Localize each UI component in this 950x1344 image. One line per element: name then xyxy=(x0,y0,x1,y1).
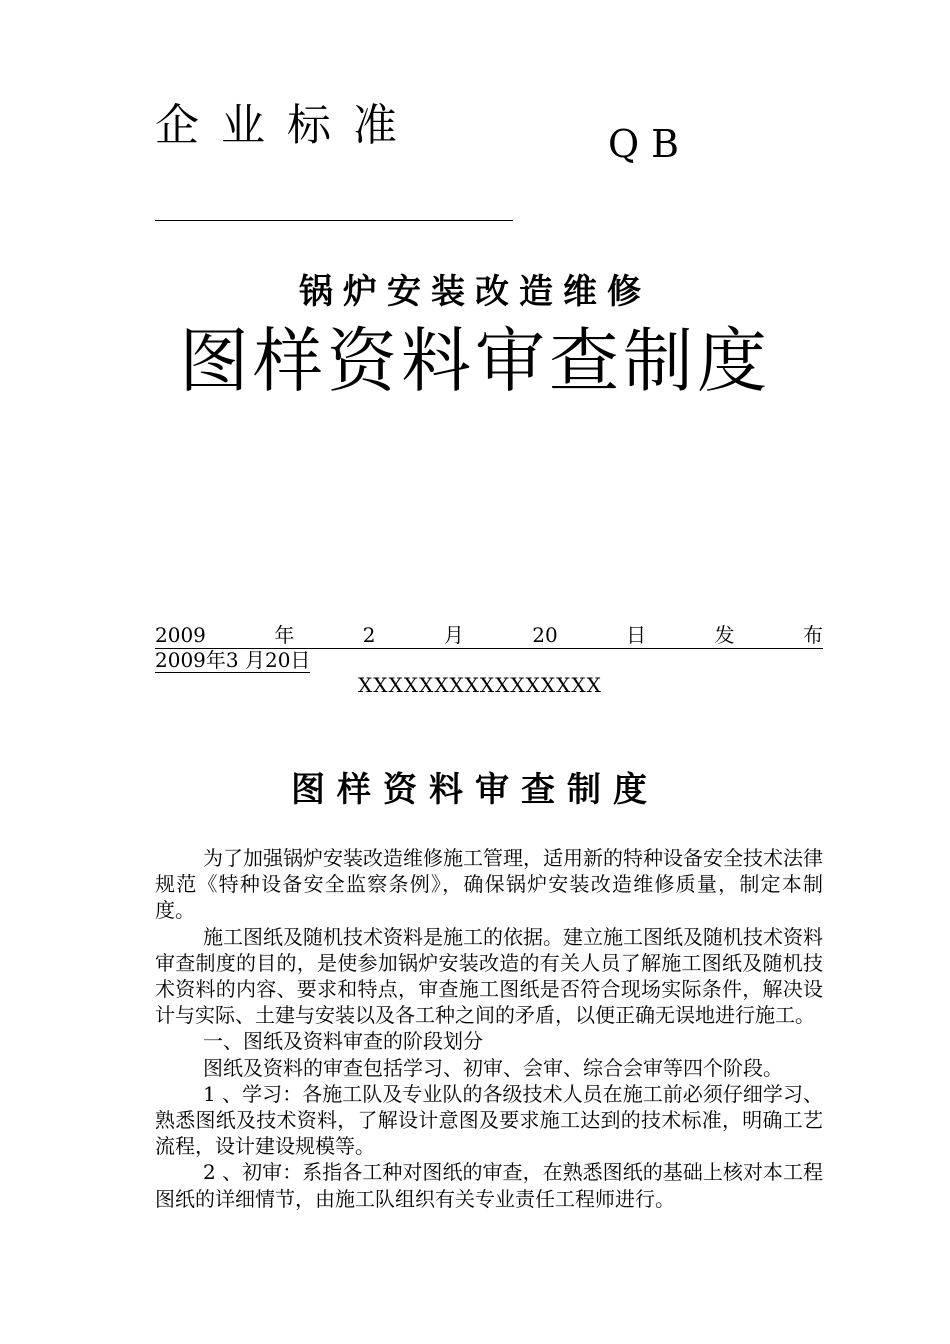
publish-date-part: 月 xyxy=(443,623,464,647)
paragraph: 为了加强锅炉安装改造维修施工管理，适用新的特种设备安全技术法律规范《特种设备安全监察条例》，确保锅炉安装改造维修质量，制定本制度。 xyxy=(155,846,823,923)
standard-number-rule xyxy=(155,220,513,221)
publish-date-part: 年 xyxy=(274,623,295,647)
paragraph: 施工图纸及随机技术资料是施工的依据。建立施工图纸及随机技术资料审查制度的目的，是使参加锅炉安装改造的有关人员了解施工图纸及随机技术资料的内容、要求和特点，审查施工图纸是否符合现场实际条件，解决设计与实际、土建与安装以及各工种之间的矛盾，以便正确无误地进行施工。 xyxy=(155,924,823,1028)
effective-date: 2009年3 月20日 xyxy=(155,648,311,672)
publish-date-part: 2009 xyxy=(155,623,206,647)
standard-label: 企业标准 xyxy=(155,100,419,151)
publish-date-part: 2 xyxy=(362,623,376,647)
publish-date-part: 日 xyxy=(626,623,647,647)
body-heading: 图样资料审查制度 xyxy=(291,770,659,810)
document-title: 图样资料审查制度 xyxy=(179,320,771,402)
paragraph: 图纸及资料的审查包括学习、初审、会审、综合会审等四个阶段。 xyxy=(203,1055,783,1080)
paragraph: 1 、学习：各施工队及专业队的各级技术人员在施工前必须仔细学习、熟悉图纸及技术资料，了解设计意图及要求施工达到的技术标准，明确工艺流程，设计建设规模等。 xyxy=(155,1081,823,1159)
issuer-name: XXXXXXXXXXXXXXXX xyxy=(358,673,602,697)
section-heading: 一、图纸及资料审查的阶段划分 xyxy=(203,1029,483,1054)
publish-date-part: 布 xyxy=(802,623,823,647)
publish-date-line xyxy=(155,622,823,649)
paragraph: 2 、初审：系指各工种对图纸的审查，在熟悉图纸的基础上核对本工程图纸的详细情节，由施工队组织有关专业责任工程师进行。 xyxy=(155,1160,823,1211)
standard-code: QB xyxy=(608,122,692,166)
publish-date-part: 发 xyxy=(714,623,735,647)
document-subtitle: 锅炉安装改造维修 xyxy=(299,272,651,312)
body-text xyxy=(155,845,823,1212)
publish-date-part: 20 xyxy=(532,623,558,647)
